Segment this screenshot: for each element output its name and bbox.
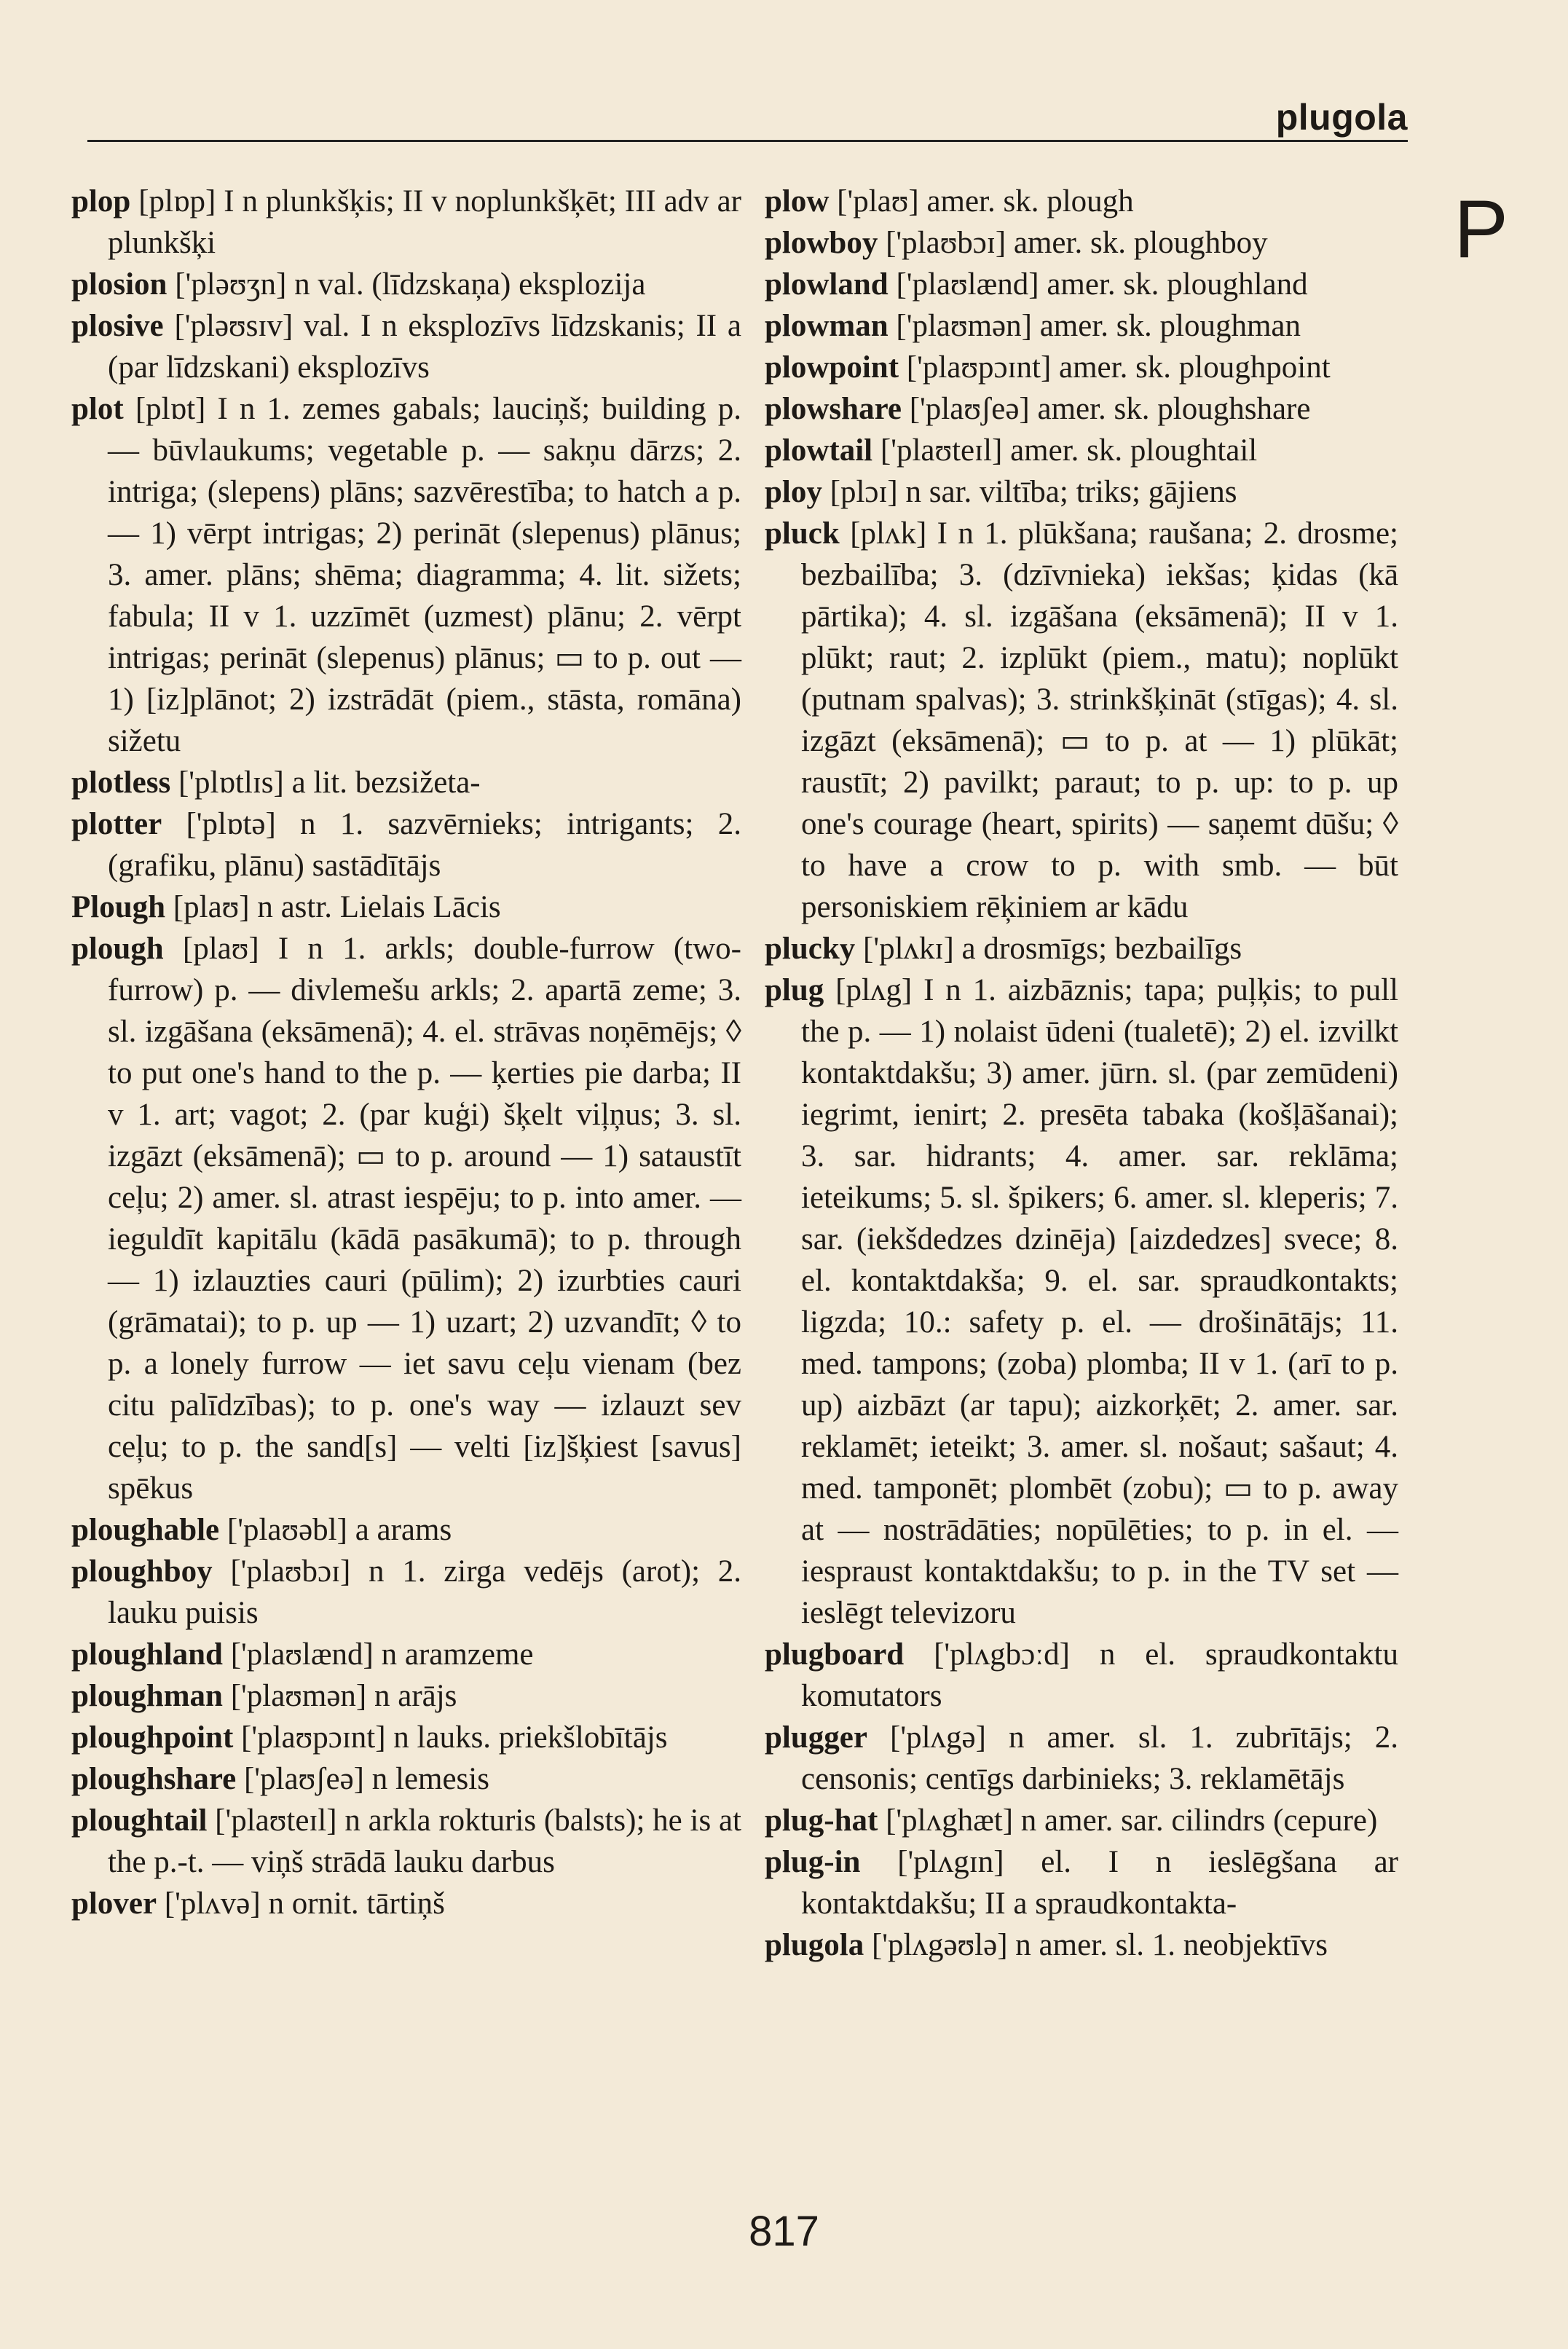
running-head: plugola xyxy=(1275,97,1408,138)
entry-text: ['plaʊbɔɪ] n 1. zirga vedējs (arot); 2. lauku puisis xyxy=(108,1554,742,1630)
header-rule xyxy=(87,140,1408,142)
headword: plotter xyxy=(71,807,162,841)
section-letter: P xyxy=(1454,184,1508,275)
dictionary-entry xyxy=(765,1717,1398,1800)
dictionary-entry xyxy=(765,305,1398,347)
headword: plug-in xyxy=(765,1845,861,1879)
dictionary-entry xyxy=(71,928,741,1509)
headword: pluck xyxy=(765,516,840,551)
entry-text: ['plʌghæt] n amer. sar. cilindrs (cepure) xyxy=(886,1803,1378,1838)
headword: plover xyxy=(71,1886,157,1921)
entry-text: ['plʌgə] n amer. sl. 1. zubrītājs; 2. censonis; centīgs darbinieks; 3. reklamētājs xyxy=(801,1720,1398,1796)
entry-text: ['plaʊmən] n arājs xyxy=(230,1679,457,1713)
dictionary-entry xyxy=(765,969,1398,1634)
entry-text: [plaʊ] n astr. Lielais Lācis xyxy=(173,890,501,924)
dictionary-entry xyxy=(71,1634,741,1675)
entry-text: [plʌg] I n 1. aizbāznis; tapa; puļķis; to pull the p. — 1) nolaist ūdeni (tualetē); 2) el. izvilkt kontaktdakšu; 3) amer. jūrn. sl. (par zemūdeni) iegrimt, ienirt; 2. presēta tabaka (košļāšanai); 3. sar. hidrants; 4. amer. sar. reklāma; ieteikums; 5. sl. špikers; 6. amer. sl. kleperis; 7. sar. (iekšdedzes dzinēja) [aizdedzes] svece; 8. el. kontaktdakša; 9. el. sar. spraudkontakts; ligzda; 10.: safety p. el. — drošinātājs; 11. med. tampons; (zoba) plomba; II v 1. (arī to p. up) aizbāzt (ar tapu); aizkorķēt; 2. amer. sar. reklamēt; ieteikt; 3. amer. sl. nošaut; sašaut; 4. med. tamponēt; plombēt (zobu); ▭ to p. away at — nostrādāties; nopūlēties; to p. in el. — iespraust kontaktdakšu; to p. in the TV set — ieslēgt televizoru xyxy=(801,973,1398,1630)
dictionary-entry xyxy=(765,513,1398,928)
entry-text: ['plaʊmən] amer. sk. ploughman xyxy=(896,309,1301,343)
headword: ploughman xyxy=(71,1679,223,1713)
headword: plop xyxy=(71,184,131,219)
left-column xyxy=(71,181,741,1924)
entry-text: ['plʌgbɔːd] n el. spraudkontaktu komutators xyxy=(801,1637,1399,1713)
entry-text: ['plaʊpɔɪnt] amer. sk. ploughpoint xyxy=(906,350,1331,385)
headword: plugger xyxy=(765,1720,867,1755)
dictionary-entry xyxy=(71,181,741,264)
dictionary-entry xyxy=(765,347,1398,388)
dictionary-entry xyxy=(71,886,741,928)
headword: ploughable xyxy=(71,1513,220,1547)
dictionary-entry xyxy=(765,222,1398,264)
headword: plugola xyxy=(765,1928,864,1962)
entry-text: ['pləʊsɪv] val. I n eksplozīvs līdzskanis; II a (par līdzskani) eksplozīvs xyxy=(108,309,741,385)
entry-text: ['plaʊteɪl] amer. sk. ploughtail xyxy=(880,433,1258,468)
headword: plug-hat xyxy=(765,1803,878,1838)
entry-text: ['plʌgɪn] el. I n ieslēgšana ar kontaktdakšu; II a spraudkontakta- xyxy=(801,1845,1398,1921)
headword: plug xyxy=(765,973,824,1007)
dictionary-entry xyxy=(71,762,741,803)
headword: plowshare xyxy=(765,392,902,426)
headword: plowtail xyxy=(765,433,873,468)
entry-text: [plaʊ] I n 1. arkls; double-furrow (two-furrow) p. — divlemešu arkls; 2. apartā zeme; 3. sl. izgāšana (eksāmenā); 4. el. strāvas noņēmējs; ◊ to put one's hand to the p. — ķerties pie darba; II v 1. art; vagot; 2. (par kuģi) šķelt viļņus; 3. sl. izgāzt (eksāmenā); ▭ to p. around — 1) sataustīt ceļu; 2) amer. sl. atrast iespēju; to p. into amer. — ieguldīt kapitālu (kādā pasākumā); to p. through — 1) izlauzties cauri (pūlim); 2) izurbties cauri (grāmatai); to p. up — 1) uzart; 2) uzvandīt; ◊ to p. a lonely furrow — iet savu ceļu vienam (bez citu palīdzības); to p. one's way — izlauzt sev ceļu; to p. the sand[s] — velti [iz]šķiest [savus] spēkus xyxy=(108,932,741,1506)
right-column xyxy=(765,181,1398,1966)
headword: ploughtail xyxy=(71,1803,208,1838)
headword: plot xyxy=(71,392,124,426)
headword: ploy xyxy=(765,475,822,509)
dictionary-entry xyxy=(71,1717,741,1758)
headword: plow xyxy=(765,184,830,219)
dictionary-entry xyxy=(71,1509,741,1551)
headword: plugboard xyxy=(765,1637,905,1672)
headword: plowland xyxy=(765,267,889,302)
entry-text: ['plaʊəbl] a arams xyxy=(226,1513,452,1547)
entry-text: ['plaʊ] amer. sk. plough xyxy=(837,184,1134,219)
headword: plosive xyxy=(71,309,164,343)
dictionary-entry xyxy=(765,181,1398,222)
entry-text: ['plʌvə] n ornit. tārtiņš xyxy=(164,1886,445,1921)
dictionary-entry xyxy=(71,803,741,886)
headword: ploughboy xyxy=(71,1554,213,1589)
dictionary-entry xyxy=(765,471,1398,513)
entry-text: ['plɒtə] n 1. sazvērnieks; intrigants; 2. (grafiku, plānu) sastādītājs xyxy=(108,807,741,883)
dictionary-entry xyxy=(765,1800,1398,1841)
headword: plowman xyxy=(765,309,889,343)
dictionary-entry xyxy=(71,305,741,388)
entry-text: ['plaʊteɪl] n arkla rokturis (balsts); he is at the p.-t. — viņš strādā lauku darbus xyxy=(108,1803,741,1879)
headword: ploughpoint xyxy=(71,1720,234,1755)
entry-text: ['plaʊʃeə] n lemesis xyxy=(243,1762,489,1796)
dictionary-entry xyxy=(71,264,741,305)
entry-text: ['plaʊʃeə] amer. sk. ploughshare xyxy=(909,392,1311,426)
headword: plosion xyxy=(71,267,168,302)
entry-text: ['plaʊbɔɪ] amer. sk. ploughboy xyxy=(886,226,1268,260)
dictionary-entry xyxy=(71,1800,741,1883)
dictionary-entry xyxy=(71,1758,741,1800)
entry-text: [plʌk] I n 1. plūkšana; raušana; 2. drosme; bezbailība; 3. (dzīvnieka) iekšas; ķidas (kā pārtika); 4. sl. izgāšana (eksāmenā); II v 1. plūkt; raut; 2. izplūkt (piem., matu); noplūkt (putnam spalvas); 3. strinkšķināt (stīgas); 4. sl. izgāzt (eksāmenā); ▭ to p. at — 1) plūkāt; raustīt; 2) pavilkt; paraut; to p. up: to p. up one's courage (heart, spirits) — saņemt dūšu; ◊ to have a crow to p. with smb. — būt personiskiem rēķiniem ar kādu xyxy=(801,516,1398,924)
entry-text: ['plaʊlænd] n aramzeme xyxy=(230,1637,534,1672)
dictionary-entry xyxy=(765,1924,1398,1966)
dictionary-entry xyxy=(765,928,1398,969)
headword: ploughshare xyxy=(71,1762,237,1796)
dictionary-entry xyxy=(765,1634,1398,1717)
dictionary-entry xyxy=(71,1883,741,1924)
dictionary-entry xyxy=(71,388,741,762)
page-number: 817 xyxy=(749,2208,819,2255)
dictionary-entry xyxy=(71,1551,741,1634)
entry-text: ['pləʊʒn] n val. (līdzskaņa) eksplozija xyxy=(175,267,646,302)
entry-text: ['plaʊpɔɪnt] n lauks. priekšlobītājs xyxy=(241,1720,668,1755)
headword: plowpoint xyxy=(765,350,899,385)
dictionary-entry xyxy=(765,430,1398,471)
headword: plough xyxy=(71,932,164,966)
headword: Plough xyxy=(71,890,166,924)
entry-text: [plɔɪ] n sar. viltība; triks; gājiens xyxy=(830,475,1237,509)
entry-text: ['plaʊlænd] amer. sk. ploughland xyxy=(896,267,1308,302)
dictionary-entry xyxy=(765,388,1398,430)
headword: plotless xyxy=(71,766,171,800)
entry-text: ['plʌkɪ] a drosmīgs; bezbailīgs xyxy=(863,932,1242,966)
headword: plowboy xyxy=(765,226,878,260)
dictionary-entry xyxy=(765,1841,1398,1924)
dictionary-entry xyxy=(71,1675,741,1717)
dictionary-entry xyxy=(765,264,1398,305)
headword: plucky xyxy=(765,932,856,966)
entry-text: ['plʌgəʊlə] n amer. sl. 1. neobjektīvs xyxy=(871,1928,1328,1962)
headword: ploughland xyxy=(71,1637,223,1672)
entry-text: [plɒt] I n 1. zemes gabals; lauciņš; building p. — būvlaukums; vegetable p. — sakņu dārzs; 2. intriga; (slepens) plāns; sazvērestība; to hatch a p. — 1) vērpt intrigas; 2) perināt (slepenus) plānus; 3. amer. plāns; shēma; diagramma; 4. lit. sižets; fabula; II v 1. uzzīmēt (uzmest) plānu; 2. vērpt intrigas; perināt (slepenus) plānus; ▭ to p. out — 1) [iz]plānot; 2) izstrādāt (piem., stāsta, romāna) sižetu xyxy=(108,392,742,758)
entry-text: [plɒp] I n plunkšķis; II v noplunkšķēt; III adv ar plunkšķi xyxy=(108,184,742,260)
entry-text: ['plɒtlɪs] a lit. bezsižeta- xyxy=(178,766,481,800)
